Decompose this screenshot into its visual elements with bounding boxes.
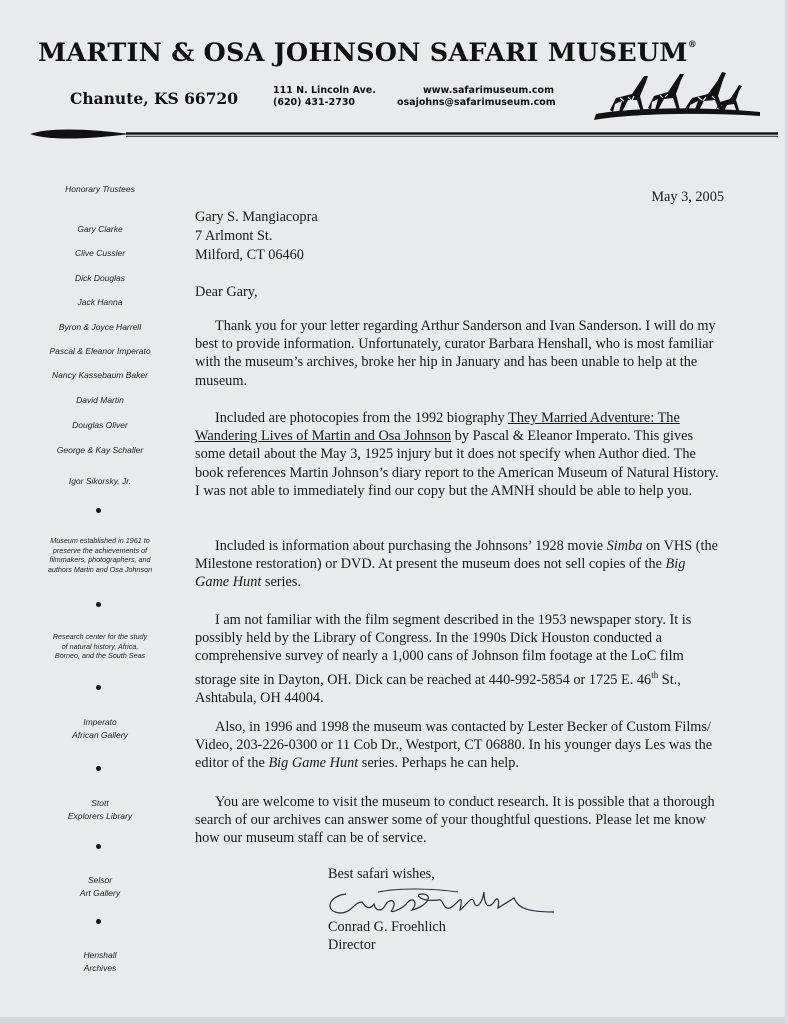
trustee-name: Clive Cussler xyxy=(74,248,126,258)
gallery-selsor: Selsor Art Gallery xyxy=(79,875,121,898)
gallery-stott: Stott Explorers Library xyxy=(67,798,133,821)
paragraph: Thank you for your letter regarding Arthur Sanderson and Ivan Sanderson. I will do my best to provide information. Unfortunately, curator Barbara Henshall, who is most familiar with the museum’s archives, broke her hip in January and has been unable to help at the museum. xyxy=(195,318,716,389)
scan-edge xyxy=(0,1017,788,1024)
series-title: Big Game Hunt xyxy=(268,755,359,772)
research-statement: Research center for the study of natural history, Africa, Borneo, and the South Seas xyxy=(52,632,148,660)
handwritten-signature xyxy=(318,880,568,922)
email-link[interactable]: osajohns@safarimuseum.com xyxy=(397,97,556,108)
mission-statement: Museum established in 1961 to preserve the achievements of filmmakers, photographers, and authors Martin and Osa Johnson xyxy=(47,536,153,574)
street-address: 111 N. Lincoln Ave. xyxy=(273,85,376,96)
paragraph: I am not familiar with the film segment described in the 1953 newspaper story. It is possibly held by the Library of Congress. In the 1990s Dick Houston conducted a comprehensive survey of nearly a 1,000 cans of Johnson film footage at the LoC film storage site in Dayton, OH. Dick can be reached at 440-992-5854 or 1725 E. 46th St., Ashtabula, OH 44004. xyxy=(195,612,692,706)
signer-title: Director xyxy=(328,937,376,953)
registered-mark: ® xyxy=(687,40,697,50)
trustee-name: Byron & Joyce Harrell xyxy=(58,322,142,332)
trustee-name: Gary Clarke xyxy=(77,224,123,234)
trustee-name: Jack Hanna xyxy=(77,297,123,307)
salutation: Dear Gary, xyxy=(195,284,258,300)
trustees-heading: Honorary Trustees xyxy=(65,184,135,194)
trustee-name: Douglas Oliver xyxy=(72,420,128,430)
paragraph: Also, in 1996 and 1998 the museum was contacted by Lester Becker of Custom Films/ Video, 203-226-0300 or 11 Cob Dr., Westport, CT 06880. In his younger days Les was the editor of the Big Game Hunt series. Perhaps he can help. xyxy=(195,719,713,772)
paragraph: You are welcome to visit the museum to conduct research. It is possible that a thorough search of our archives can answer some of your thoughtful questions. Please let me know how our museum staff can be of service. xyxy=(195,794,715,847)
signer-name: Conrad G. Froehlich xyxy=(328,919,446,935)
trustee-name: David Martin xyxy=(76,395,124,405)
website-link[interactable]: www.safarimuseum.com xyxy=(423,85,554,96)
closing: Best safari wishes, xyxy=(328,866,435,882)
trustee-name: Pascal & Eleanor Imperato xyxy=(49,346,151,356)
recipient-address: Gary S. Mangiacopra 7 Arlmont St. Milford, CT 06460 xyxy=(195,209,318,263)
movie-title: Simba xyxy=(606,538,643,554)
phone-number: (620) 431-2730 xyxy=(273,97,356,108)
trustee-name: George & Kay Schaller xyxy=(56,445,144,455)
trustee-name: Nancy Kassebaum Baker xyxy=(52,370,148,380)
museum-name: MARTIN & OSA JOHNSON SAFARI MUSEUM® xyxy=(38,38,697,68)
gallery-henshall: Henshall Archives xyxy=(83,950,117,973)
series-title: Big Game Hunt xyxy=(195,556,686,591)
book-title: They Married Adventure: The Wandering Lives of Martin and Osa Johnson xyxy=(195,410,680,445)
gallery-imperato: Imperato African Gallery xyxy=(72,717,128,740)
paragraph: Included are photocopies from the 1992 biography They Married Adventure: The Wandering Lives of Martin and Osa Johnson by Pascal & Eleanor Imperato. This gives some detail about the May 3, 1925 injury but it does not specify when Author died. The book references Martin Johnson’s diary report to the American Museum of Natural History. I was not able to immediately find our copy but the AMNH should be able to help you. xyxy=(195,410,719,499)
signer-block xyxy=(328,918,446,954)
museum-city: Chanute, KS 66720 xyxy=(70,89,238,108)
trustee-name: Igor Sikorsky, Jr. xyxy=(68,476,132,486)
paragraph: Included is information about purchasing the Johnsons’ 1928 movie Simba on VHS (the Milestone restoration) or DVD. At present the museum does not sell copies of the Big Game Hunt series. xyxy=(195,538,718,591)
trustee-name: Dick Douglas xyxy=(74,273,126,283)
letter-date: May 3, 2005 xyxy=(651,189,724,205)
